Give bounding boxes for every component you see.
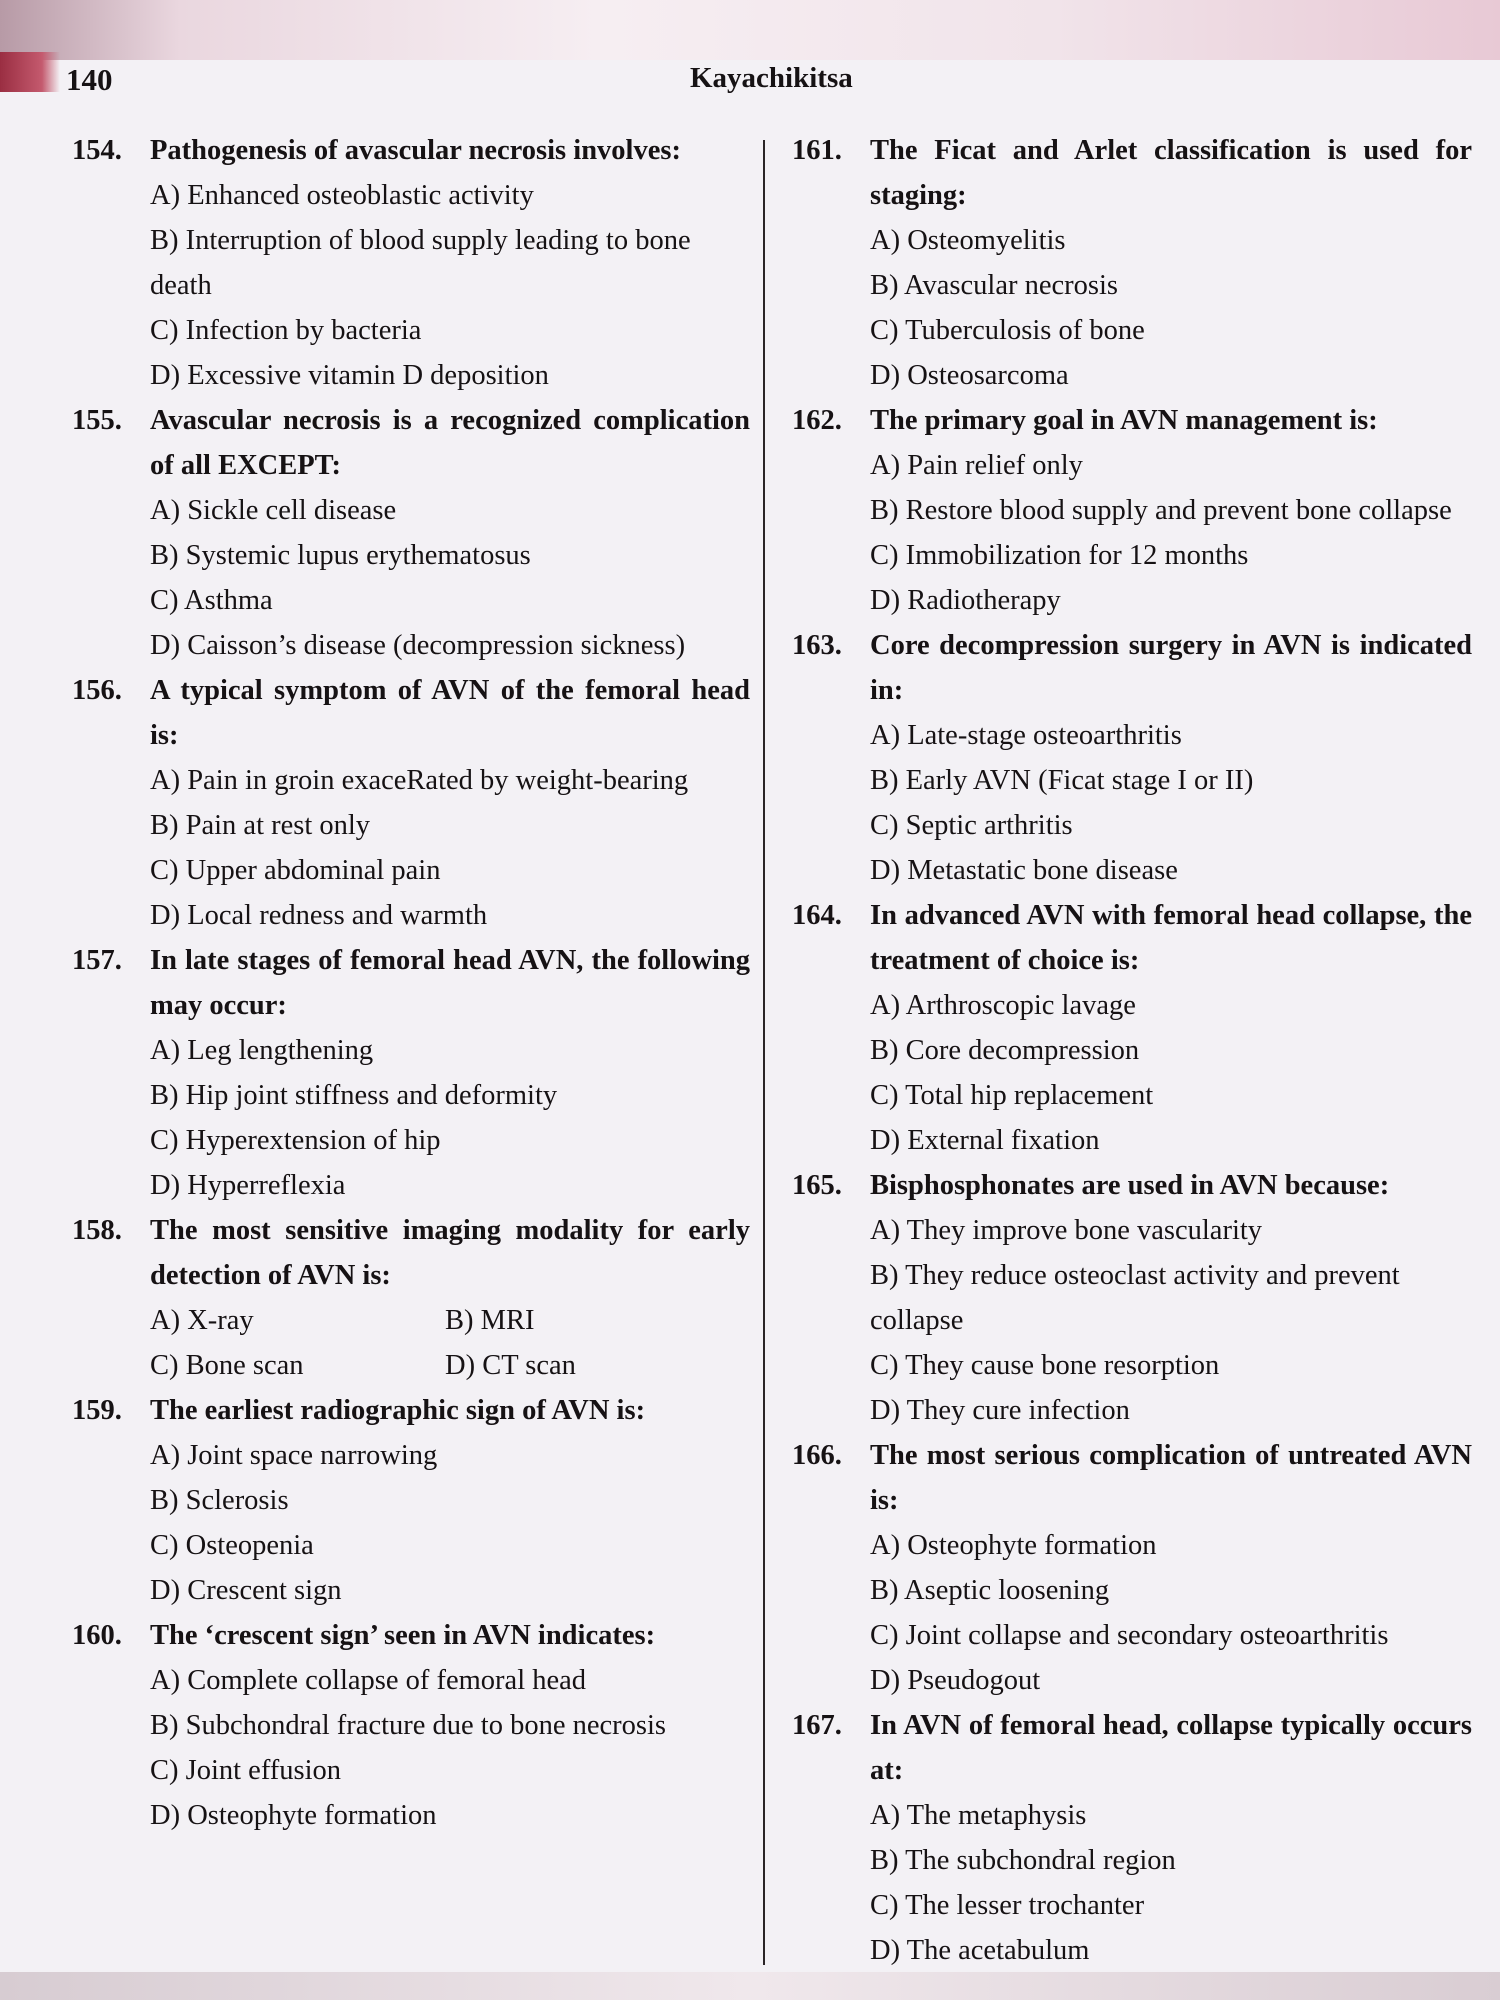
page-bottom-edge xyxy=(0,1972,1500,2000)
option: D) Osteophyte formation xyxy=(150,1800,437,1831)
option: A) X-ray xyxy=(150,1305,254,1336)
option: A) Osteophyte formation xyxy=(870,1530,1157,1561)
option: B) Hip joint stiffness and deformity xyxy=(150,1080,558,1111)
page-header xyxy=(0,58,1500,102)
option: C) Joint collapse and secondary osteoarthritis xyxy=(870,1620,1389,1651)
question-stem: The most sensitive imaging modality for early detection of AVN is: xyxy=(150,1215,750,1291)
question-stem: Core decompression surgery in AVN is indicated in: xyxy=(870,630,1472,706)
options-grid xyxy=(72,1298,750,1388)
question-158 xyxy=(72,1208,750,1298)
question-165 xyxy=(792,1163,1472,1208)
question-number: 159. xyxy=(72,1395,122,1426)
question-164 xyxy=(792,893,1472,983)
option: D) CT scan xyxy=(445,1350,576,1381)
option: C) Total hip replacement xyxy=(870,1080,1154,1111)
question-stem: In late stages of femoral head AVN, the following may occur: xyxy=(150,945,750,1021)
question-167 xyxy=(792,1703,1472,1793)
question-number: 165. xyxy=(792,1170,842,1201)
option: B) They reduce osteoclast activity and prevent collapse xyxy=(870,1260,1400,1336)
option: A) Late-stage osteoarthritis xyxy=(870,720,1182,751)
left-column xyxy=(72,128,750,1838)
option: D) Osteosarcoma xyxy=(870,360,1069,391)
option: B) Systemic lupus erythematosus xyxy=(150,540,531,571)
running-title: Kayachikitsa xyxy=(690,62,853,94)
option: B) Pain at rest only xyxy=(150,810,371,841)
question-number: 158. xyxy=(72,1215,122,1246)
option: B) Aseptic loosening xyxy=(870,1575,1110,1606)
question-stem: Bisphosphonates are used in AVN because: xyxy=(870,1170,1390,1201)
right-column xyxy=(792,128,1472,1973)
page-number: 140 xyxy=(66,62,113,97)
question-stem: The ‘crescent sign’ seen in AVN indicates: xyxy=(150,1620,656,1651)
option: A) Joint space narrowing xyxy=(150,1440,438,1471)
option: B) Sclerosis xyxy=(150,1485,289,1516)
option: C) Joint effusion xyxy=(150,1755,342,1786)
option: D) Metastatic bone disease xyxy=(870,855,1178,886)
option: C) The lesser trochanter xyxy=(870,1890,1145,1921)
question-stem: In AVN of femoral head, collapse typically occurs at: xyxy=(870,1710,1472,1786)
question-156 xyxy=(72,668,750,758)
option: B) The subchondral region xyxy=(870,1845,1176,1876)
option: A) Osteomyelitis xyxy=(870,225,1066,256)
option: B) Subchondral fracture due to bone necrosis xyxy=(150,1710,667,1741)
option: C) Immobilization for 12 months xyxy=(870,540,1249,571)
question-161 xyxy=(792,128,1472,218)
question-stem: Pathogenesis of avascular necrosis involves: xyxy=(150,135,681,166)
question-stem: A typical symptom of AVN of the femoral head is: xyxy=(150,675,750,751)
option: C) Infection by bacteria xyxy=(150,315,422,346)
question-stem: Avascular necrosis is a recognized complication of all EXCEPT: xyxy=(150,405,750,481)
question-number: 157. xyxy=(72,945,122,976)
option: A) Sickle cell disease xyxy=(150,495,397,526)
option: C) Hyperextension of hip xyxy=(150,1125,441,1156)
option: A) Pain relief only xyxy=(870,450,1083,481)
question-number: 167. xyxy=(792,1710,842,1741)
option: A) The metaphysis xyxy=(870,1800,1087,1831)
question-number: 162. xyxy=(792,405,842,436)
question-154 xyxy=(72,128,750,173)
question-number: 155. xyxy=(72,405,122,436)
option: A) Arthroscopic lavage xyxy=(870,990,1136,1021)
option: D) They cure infection xyxy=(870,1395,1130,1426)
option: A) They improve bone vascularity xyxy=(870,1215,1263,1246)
question-number: 161. xyxy=(792,135,842,166)
option: B) Interruption of blood supply leading to bone death xyxy=(150,225,691,301)
question-159 xyxy=(72,1388,750,1433)
option: C) Osteopenia xyxy=(150,1530,314,1561)
option: B) Early AVN (Ficat stage I or II) xyxy=(870,765,1254,796)
question-number: 160. xyxy=(72,1620,122,1651)
question-157 xyxy=(72,938,750,1028)
option: A) Enhanced osteoblastic activity xyxy=(150,180,534,211)
option: D) Hyperreflexia xyxy=(150,1170,346,1201)
option: D) Pseudogout xyxy=(870,1665,1041,1696)
option: A) Pain in groin exaceRated by weight-bearing xyxy=(150,765,689,796)
option: C) Bone scan xyxy=(150,1350,304,1381)
option: B) Core decompression xyxy=(870,1035,1140,1066)
option: B) MRI xyxy=(445,1305,535,1336)
question-number: 164. xyxy=(792,900,842,931)
option: D) Radiotherapy xyxy=(870,585,1061,616)
option: D) Excessive vitamin D deposition xyxy=(150,360,549,391)
question-number: 156. xyxy=(72,675,122,706)
page-top-band xyxy=(0,0,1500,60)
option: D) Local redness and warmth xyxy=(150,900,488,931)
option: B) Avascular necrosis xyxy=(870,270,1118,301)
column-divider xyxy=(763,140,765,1965)
question-163 xyxy=(792,623,1472,713)
option: B) Restore blood supply and prevent bone collapse xyxy=(870,495,1452,526)
option: A) Complete collapse of femoral head xyxy=(150,1665,587,1696)
option: D) External fixation xyxy=(870,1125,1100,1156)
option: C) Tuberculosis of bone xyxy=(870,315,1145,346)
question-stem: The earliest radiographic sign of AVN is: xyxy=(150,1395,646,1426)
question-166 xyxy=(792,1433,1472,1523)
question-number: 163. xyxy=(792,630,842,661)
question-number: 154. xyxy=(72,135,122,166)
option: D) Caisson’s disease (decompression sickness) xyxy=(150,630,686,661)
question-number: 166. xyxy=(792,1440,842,1471)
option: C) Septic arthritis xyxy=(870,810,1073,841)
option: C) They cause bone resorption xyxy=(870,1350,1220,1381)
question-155 xyxy=(72,398,750,488)
option: D) Crescent sign xyxy=(150,1575,342,1606)
question-162 xyxy=(792,398,1472,443)
option: C) Asthma xyxy=(150,585,273,616)
option: A) Leg lengthening xyxy=(150,1035,374,1066)
question-160 xyxy=(72,1613,750,1658)
question-stem: The most serious complication of untreated AVN is: xyxy=(870,1440,1472,1516)
question-stem: The primary goal in AVN management is: xyxy=(870,405,1378,436)
question-stem: The Ficat and Arlet classification is used for staging: xyxy=(870,135,1472,211)
question-stem: In advanced AVN with femoral head collapse, the treatment of choice is: xyxy=(870,900,1472,976)
option: D) The acetabulum xyxy=(870,1935,1090,1966)
option: C) Upper abdominal pain xyxy=(150,855,441,886)
